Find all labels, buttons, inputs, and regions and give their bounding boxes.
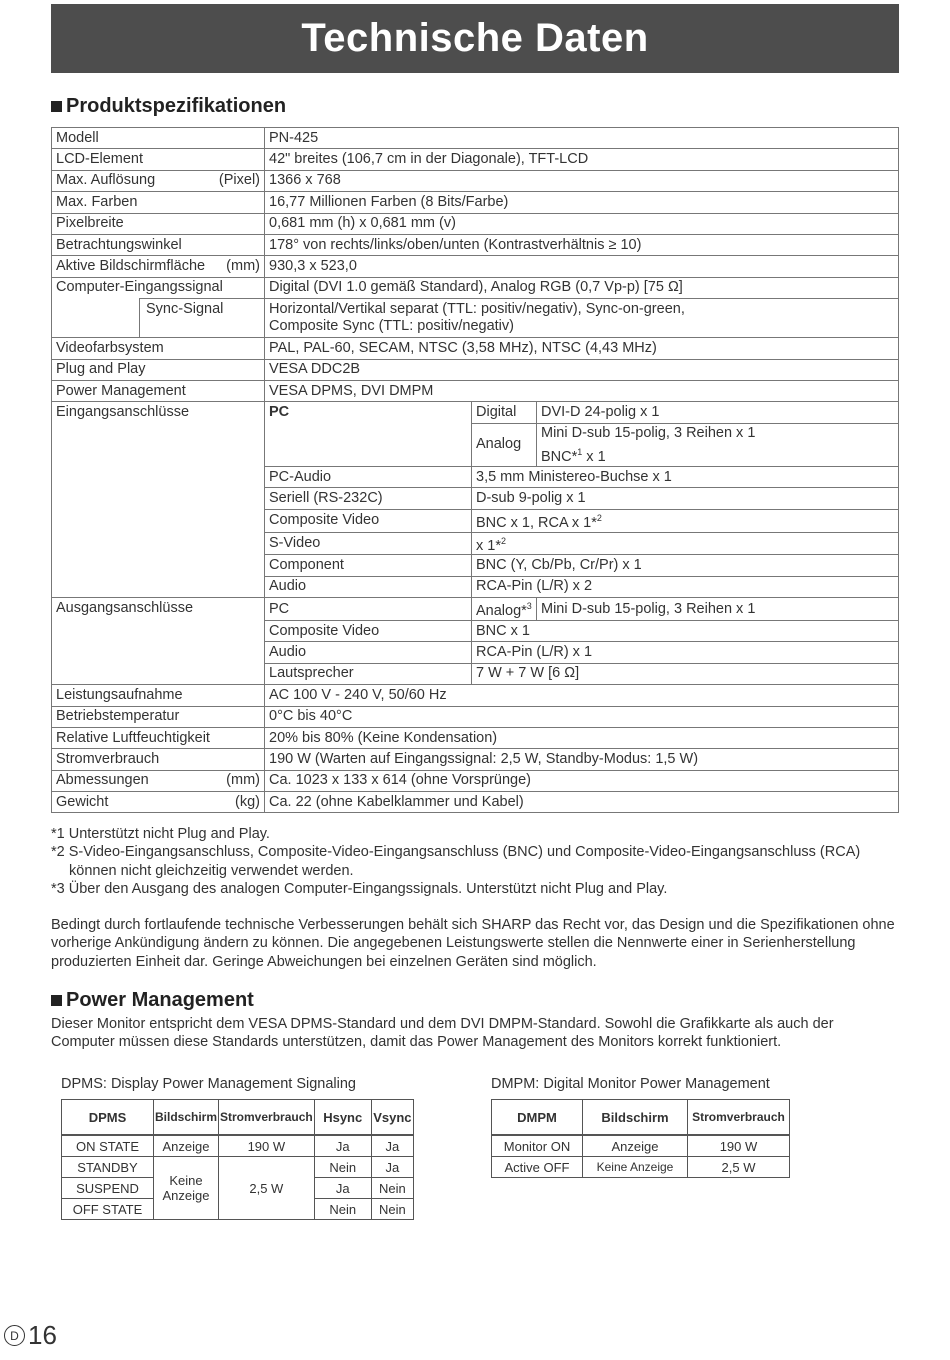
spec-row: Audio RCA-Pin (L/R) x 1 bbox=[52, 642, 899, 663]
spec-row: Abmessungen (mm) Ca. 1023 x 133 x 614 (ohne Vorsprünge) bbox=[52, 770, 899, 791]
spec-row: Pixelbreite 0,681 mm (h) x 0,681 mm (v) bbox=[52, 213, 899, 234]
table-header-row: DMPM Bildschirm Stromverbrauch bbox=[492, 1100, 790, 1136]
page-number bbox=[4, 1320, 57, 1351]
disclaimer-text: Bedingt durch fortlaufende technische Verbesserungen behält sich SHARP das Recht vor, das Design und die Spezifikationen ohne vorherige Ankündigung ändern zu können. Die angegebenen Leistungswerte stellen die Nennwerte einer in Serienherstellung produzierten Einheit dar. Geringe Abweichungen bei einzelnen Geräten sind möglich. bbox=[51, 917, 895, 970]
bullet-square-icon bbox=[51, 995, 62, 1006]
spec-row: LCD-Element 42" breites (106,7 cm in der Diagonale), TFT-LCD bbox=[52, 149, 899, 170]
page-title: Technische Daten bbox=[301, 16, 649, 60]
dpms-table bbox=[61, 1099, 414, 1220]
spec-row: Max. Farben 16,77 Millionen Farben (8 Bits/Farbe) bbox=[52, 192, 899, 213]
spec-row: Component BNC (Y, Cb/Pb, Cr/Pr) x 1 bbox=[52, 555, 899, 576]
footnotes bbox=[51, 825, 899, 898]
section-title: Produktspezifikationen bbox=[66, 95, 287, 117]
spec-row: Aktive Bildschirmfläche (mm) 930,3 x 523,0 bbox=[52, 256, 899, 277]
spec-row: Computer-Eingangssignal Digital (DVI 1.0 gemäß Standard), Analog RGB (0,7 Vp-p) [75 Ω] bbox=[52, 277, 899, 298]
spec-row: Max. Auflösung (Pixel) 1366 x 768 bbox=[52, 170, 899, 191]
spec-row: PC-Audio 3,5 mm Ministereo-Buchse x 1 bbox=[52, 466, 899, 487]
table-row: ON STATE Anzeige 190 W Ja Ja bbox=[62, 1135, 414, 1157]
spec-row: Power Management VESA DPMS, DVI DMPM bbox=[52, 380, 899, 401]
spec-row: BNC*$^1$ x 1 bbox=[52, 444, 899, 466]
page-header bbox=[51, 4, 899, 73]
table-row: Active OFF Keine Anzeige 2,5 W bbox=[492, 1157, 790, 1178]
spec-row: Betrachtungswinkel 178° von rechts/links/oben/unten (Kontrastverhältnis ≥ 10) bbox=[52, 234, 899, 255]
footnote: *3 Über den Ausgang des analogen Computer-Eingangssignals. Unterstützt nicht Plug and Play. bbox=[51, 880, 668, 897]
section-heading-specs bbox=[51, 95, 286, 118]
spec-row: Videofarbsystem PAL, PAL-60, SECAM, NTSC (3,58 MHz), NTSC (4,43 MHz) bbox=[52, 338, 899, 359]
table-row: SUSPEND Ja Nein bbox=[62, 1178, 414, 1199]
spec-row: Betriebstemperatur 0°C bis 40°C bbox=[52, 706, 899, 727]
spec-row: Seriell (RS-232C) D-sub 9-polig x 1 bbox=[52, 488, 899, 509]
page-number-value: 16 bbox=[28, 1320, 57, 1350]
spec-row: Ausgangsanschlüsse PC Analog*$^3$ Mini D-sub 15-polig, 3 Reihen x 1 bbox=[52, 598, 899, 621]
dmpm-caption: DMPM: Digital Monitor Power Management bbox=[491, 1076, 770, 1092]
spec-row: Plug and Play VESA DDC2B bbox=[52, 359, 899, 380]
spec-row: Stromverbrauch 190 W (Warten auf Eingangssignal: 2,5 W, Standby-Modus: 1,5 W) bbox=[52, 749, 899, 770]
spec-row: Audio RCA-Pin (L/R) x 2 bbox=[52, 576, 899, 597]
spec-row: Leistungsaufnahme AC 100 V - 240 V, 50/60 Hz bbox=[52, 685, 899, 706]
table-row: Monitor ON Anzeige 190 W bbox=[492, 1135, 790, 1157]
footnote: *1 Unterstützt nicht Plug and Play. bbox=[51, 826, 270, 842]
bullet-square-icon bbox=[51, 101, 62, 112]
spec-row: S-Video x 1*$^2$ bbox=[52, 532, 899, 555]
spec-row: Analog Mini D-sub 15-polig, 3 Reihen x 1 bbox=[52, 423, 899, 444]
spec-row: Lautsprecher 7 W + 7 W [6 Ω] bbox=[52, 663, 899, 684]
spec-row: Gewicht (kg) Ca. 22 (ohne Kabelklammer und Kabel) bbox=[52, 792, 899, 813]
dpms-caption: DPMS: Display Power Management Signaling bbox=[61, 1076, 356, 1092]
language-badge: D bbox=[4, 1325, 25, 1346]
section-heading-power bbox=[51, 989, 254, 1012]
table-row: OFF STATE Nein Nein bbox=[62, 1199, 414, 1220]
spec-row: Modell PN-425 bbox=[52, 128, 899, 149]
spec-row: Composite Video BNC x 1, RCA x 1*$^2$ bbox=[52, 509, 899, 532]
spec-row: Relative Luftfeuchtigkeit 20% bis 80% (Keine Kondensation) bbox=[52, 727, 899, 748]
spec-row: Composite Video BNC x 1 bbox=[52, 620, 899, 641]
spec-table bbox=[51, 127, 899, 813]
dmpm-table bbox=[491, 1099, 790, 1178]
power-management-text: Dieser Monitor entspricht dem VESA DPMS-Standard und dem DVI DMPM-Standard. Sowohl die Grafikkarte als auch der Computer müssen diese Standards unterstützen, damit das Power Management des Monitors korrekt funktioniert. bbox=[51, 1016, 834, 1051]
spec-row: Eingangsanschlüsse PC Digital DVI-D 24-polig x 1 bbox=[52, 402, 899, 423]
table-header-row: DPMS Bildschirm Stromverbrauch Hsync Vsync bbox=[62, 1100, 414, 1136]
table-row: STANDBY Keine Anzeige 2,5 W Nein Ja bbox=[62, 1157, 414, 1178]
footnote: *2 S-Video-Eingangsanschluss, Composite-Video-Eingangsanschluss (BNC) und Composite-Video-Eingangsanschluss (RCA) bbox=[51, 844, 861, 861]
footnote: können nicht gleichzeitig verwendet werden. bbox=[69, 862, 354, 879]
section-title: Power Management bbox=[66, 989, 254, 1011]
spec-row: Sync-Signal Horizontal/Vertikal separat (TTL: positiv/negativ), Sync-on-green, Composite Sync (TTL: positiv/negativ) bbox=[52, 299, 899, 338]
